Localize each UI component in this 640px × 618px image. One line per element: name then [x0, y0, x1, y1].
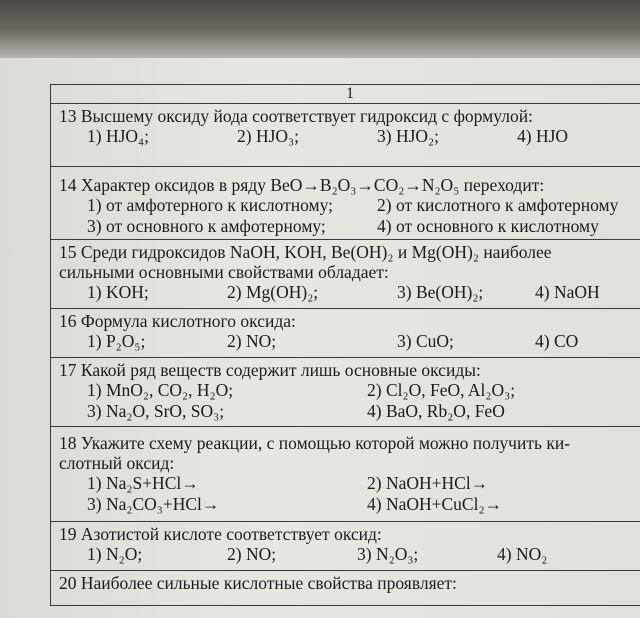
question-15-line-2: сильными основными свойствами обладает: [59, 262, 389, 282]
question-20-text: 20 Наиболее сильные кислотные свойства проявляет: [59, 573, 457, 593]
q13-option-1: 1) HJO₄; [87, 126, 150, 146]
question-13 [51, 104, 640, 167]
column-number: 1 [51, 85, 640, 104]
table-header-row [51, 85, 640, 104]
question-17-text: 17 Какой ряд веществ содержит лишь основные оксиды: [59, 360, 481, 380]
q19-option-2: 2) NO; [227, 544, 277, 564]
q15-option-3: 3) Be(OH)₂; [397, 282, 484, 302]
q19-option-1: 1) N₂O; [87, 544, 143, 564]
q13-option-4: 4) HJO [517, 126, 569, 146]
question-13-text: 13 Высшему оксиду йода соответствует гидроксид с формулой: [59, 106, 533, 126]
question-18 [51, 427, 640, 522]
q18-option-4: 4) NaOH+CuCl₂→ [367, 494, 503, 514]
q19-option-4: 4) NO₂ [497, 544, 548, 564]
q17-option-3: 3) Na₂O, SrO, SO₃; [87, 401, 225, 421]
q18-option-2: 2) NaOH+HCl→ [367, 473, 489, 493]
q15-option-4: 4) NaOH [535, 282, 600, 302]
question-16 [51, 309, 640, 358]
question-19-text: 19 Азотистой кислоте соответствует оксид: [59, 524, 382, 544]
q14-option-1: 1) от амфотерного к кислотному; [87, 195, 333, 215]
q19-option-3: 3) N₂O₃; [357, 544, 419, 564]
q14-option-2: 2) от кислотного к амфотерному [377, 195, 619, 215]
q17-option-2: 2) Cl₂O, FeO, Al₂O₃; [367, 380, 516, 400]
q15-option-1: 1) KOH; [87, 282, 149, 302]
q14-option-3: 3) от основного к амфотерному; [87, 216, 326, 236]
q17-option-1: 1) MnO₂, CO₂, H₂O; [87, 380, 234, 400]
q16-option-4: 4) CO [535, 331, 579, 351]
q18-option-1: 1) Na₂S+HCl→ [87, 473, 199, 493]
question-20 [51, 571, 640, 606]
question-14-text: 14 Характер оксидов в ряду BeO→B₂O₃→CO₂→N₂O₅ переходит: [59, 175, 545, 195]
q14-option-4: 4) от основного к кислотному [377, 216, 599, 236]
q18-option-3: 3) Na₂CO₃+HCl→ [87, 494, 220, 514]
question-14 [51, 167, 640, 240]
q16-option-1: 1) P₂O₅; [87, 331, 146, 351]
question-17 [51, 358, 640, 427]
test-table [50, 84, 640, 606]
q13-option-3: 3) HJO₂; [377, 126, 440, 146]
q13-option-2: 2) HJO₃; [237, 126, 300, 146]
question-19 [51, 522, 640, 571]
question-18-line-1: 18 Укажите схему реакции, с помощью которой можно получить ки- [59, 433, 571, 453]
q17-option-4: 4) BaO, Rb₂O, FeO [367, 401, 505, 421]
question-15-line-1: 15 Среди гидроксидов NaOH, KOH, Be(OH)₂ и Mg(OH)₂ наиболее [59, 242, 552, 262]
q15-option-2: 2) Mg(OH)₂; [227, 282, 319, 302]
question-15 [51, 240, 640, 309]
question-18-line-2: слотный оксид: [59, 453, 175, 473]
q16-option-2: 2) NO; [227, 331, 277, 351]
q16-option-3: 3) CuO; [397, 331, 454, 351]
question-16-text: 16 Формула кислотного оксида: [59, 311, 296, 331]
